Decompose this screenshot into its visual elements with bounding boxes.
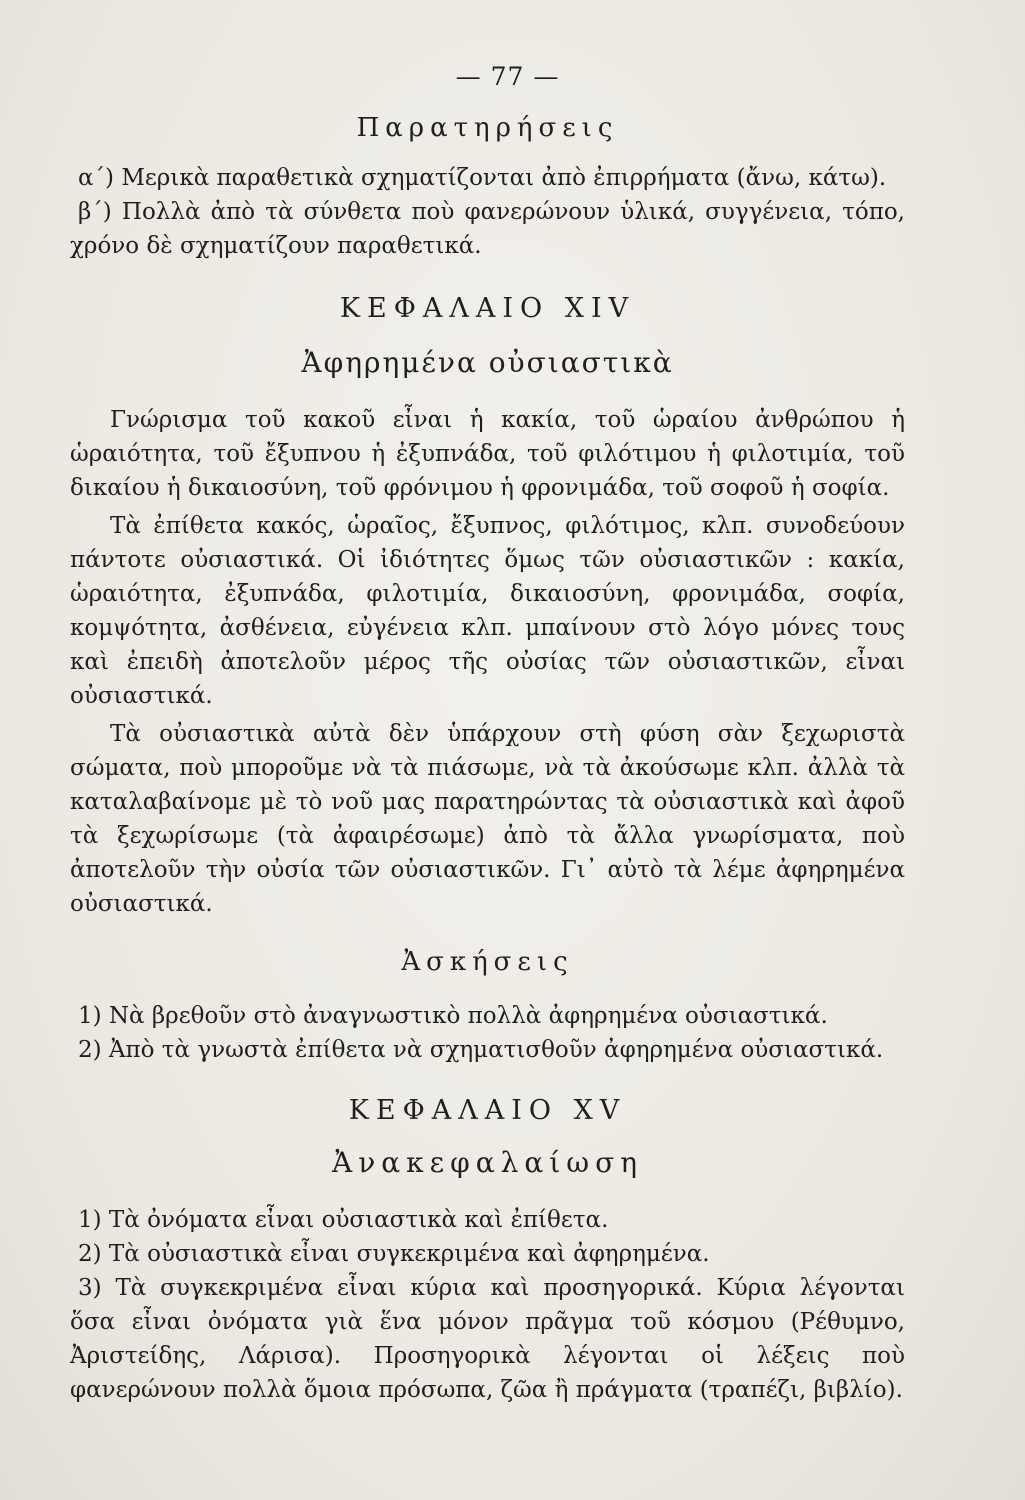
recap-item-3: 3) Τὰ συγκεκριμένα εἶναι κύρια καὶ προσηγορικά. Κύρια λέγονται ὅσα εἶναι ὀνόματα γιὰ ἕνα μόνον πρᾶγμα τοῦ κόσμου (Ρέθυμνο, Ἀριστείδης, Λάρισα). Προσηγορικὰ λέγονται οἱ λέξεις ποὺ φανερώνουν πολλὰ ὅμοια πρόσωπα, ζῶα ἢ πράγματα (τραπέζι, βιβλίο). [70, 1275, 905, 1403]
exercises-heading: Ἀσκήσεις [401, 947, 574, 977]
chapter-14-title: ΚΕΦΑΛΑΙΟ XIV [339, 293, 636, 324]
exercise-item-2: 2) Ἀπὸ τὰ γνωστὰ ἐπίθετα νὰ σχηματισθοῦν ἀφηρημένα οὐσιαστικά. [78, 1037, 884, 1063]
chapter-15-subtitle: Ἀνακεφαλαίωση [331, 1146, 644, 1179]
chapter-15-title: ΚΕΦΑΛΑΙΟ XV [348, 1095, 627, 1126]
chapter-14-paragraph-1: Γνώρισμα τοῦ κακοῦ εἶναι ἡ κακία, τοῦ ὡραίου ἀνθρώπου ἡ ὡραιότητα, τοῦ ἔξυπνου ἡ ἐξυπνάδα, τοῦ φιλότιμου ἡ φιλοτιμία, τοῦ δικαίου ἡ δικαιοσύνη, τοῦ φρόνιμου ἡ φρονιμάδα, τοῦ σοφοῦ ἡ σοφία. [70, 407, 905, 501]
recap-item-2: 2) Τὰ οὐσιαστικὰ εἶναι συγκεκριμένα καὶ ἀφηρημένα. [78, 1241, 710, 1267]
chapter-14-paragraph-3: Τὰ οὐσιαστικὰ αὐτὰ δὲν ὑπάρχουν στὴ φύση σὰν ξεχωριστὰ σώματα, ποὺ μποροῦμε νὰ τὰ πιάσωμε, νὰ τὰ ἀκούσωμε κλπ. ἀλλὰ τὰ καταλαβαίνομε μὲ τὸ νοῦ μας παρατηρώντας τὰ οὐσιαστικὰ καὶ ἀφοῦ τὰ ξεχωρίσωμε (τὰ ἀφαιρέσωμε) ἀπὸ τὰ ἄλλα γνωρίσματα, ποὺ ἀποτελοῦν τὴν οὐσία τῶν οὐσιαστικῶν. Γι᾿ αὐτὸ τὰ λέμε ἀφηρημένα οὐσιαστικά. [70, 721, 905, 917]
page-number: — 77 — [455, 62, 560, 91]
observation-item-b: β΄) Πολλὰ ἀπὸ τὰ σύνθετα ποὺ φανερώνουν ὑλικά, συγγένεια, τόπο, χρόνο δὲ σχηματίζουν παραθετικά. [70, 199, 905, 259]
recap-item-1: 1) Τὰ ὀνόματα εἶναι οὐσιαστικὰ καὶ ἐπίθετα. [78, 1207, 609, 1233]
observations-heading: Παρατηρήσεις [356, 113, 619, 143]
exercise-item-1: 1) Νὰ βρεθοῦν στὸ ἀναγνωστικὸ πολλὰ ἀφηρημένα οὐσιαστικά. [78, 1003, 828, 1029]
observation-item-a: α΄) Μερικὰ παραθετικὰ σχηματίζονται ἀπὸ ἐπιρρήματα (ἄνω, κάτω). [78, 165, 887, 191]
chapter-14-paragraph-2: Τὰ ἐπίθετα κακός, ὡραῖος, ἔξυπνος, φιλότιμος, κλπ. συνοδεύουν πάντοτε οὐσιαστικά. Οἱ ἰδιότητες ὅμως τῶν οὐσιαστικῶν : κακία, ὡραιότητα, ἐξυπνάδα, φιλοτιμία, δικαιοσύνη, φρονιμάδα, σοφία, κομψότητα, ἀσθένεια, εὐγένεια κλπ. μπαίνουν στὸ λόγο μόνες τους καὶ ἐπειδὴ ἀποτελοῦν μέρος τῆς οὐσίας τῶν οὐσιαστικῶν, εἶναι οὐσιαστικά. [70, 513, 905, 709]
chapter-14-subtitle: Ἀφηρημένα οὐσιαστικὰ [301, 346, 674, 379]
